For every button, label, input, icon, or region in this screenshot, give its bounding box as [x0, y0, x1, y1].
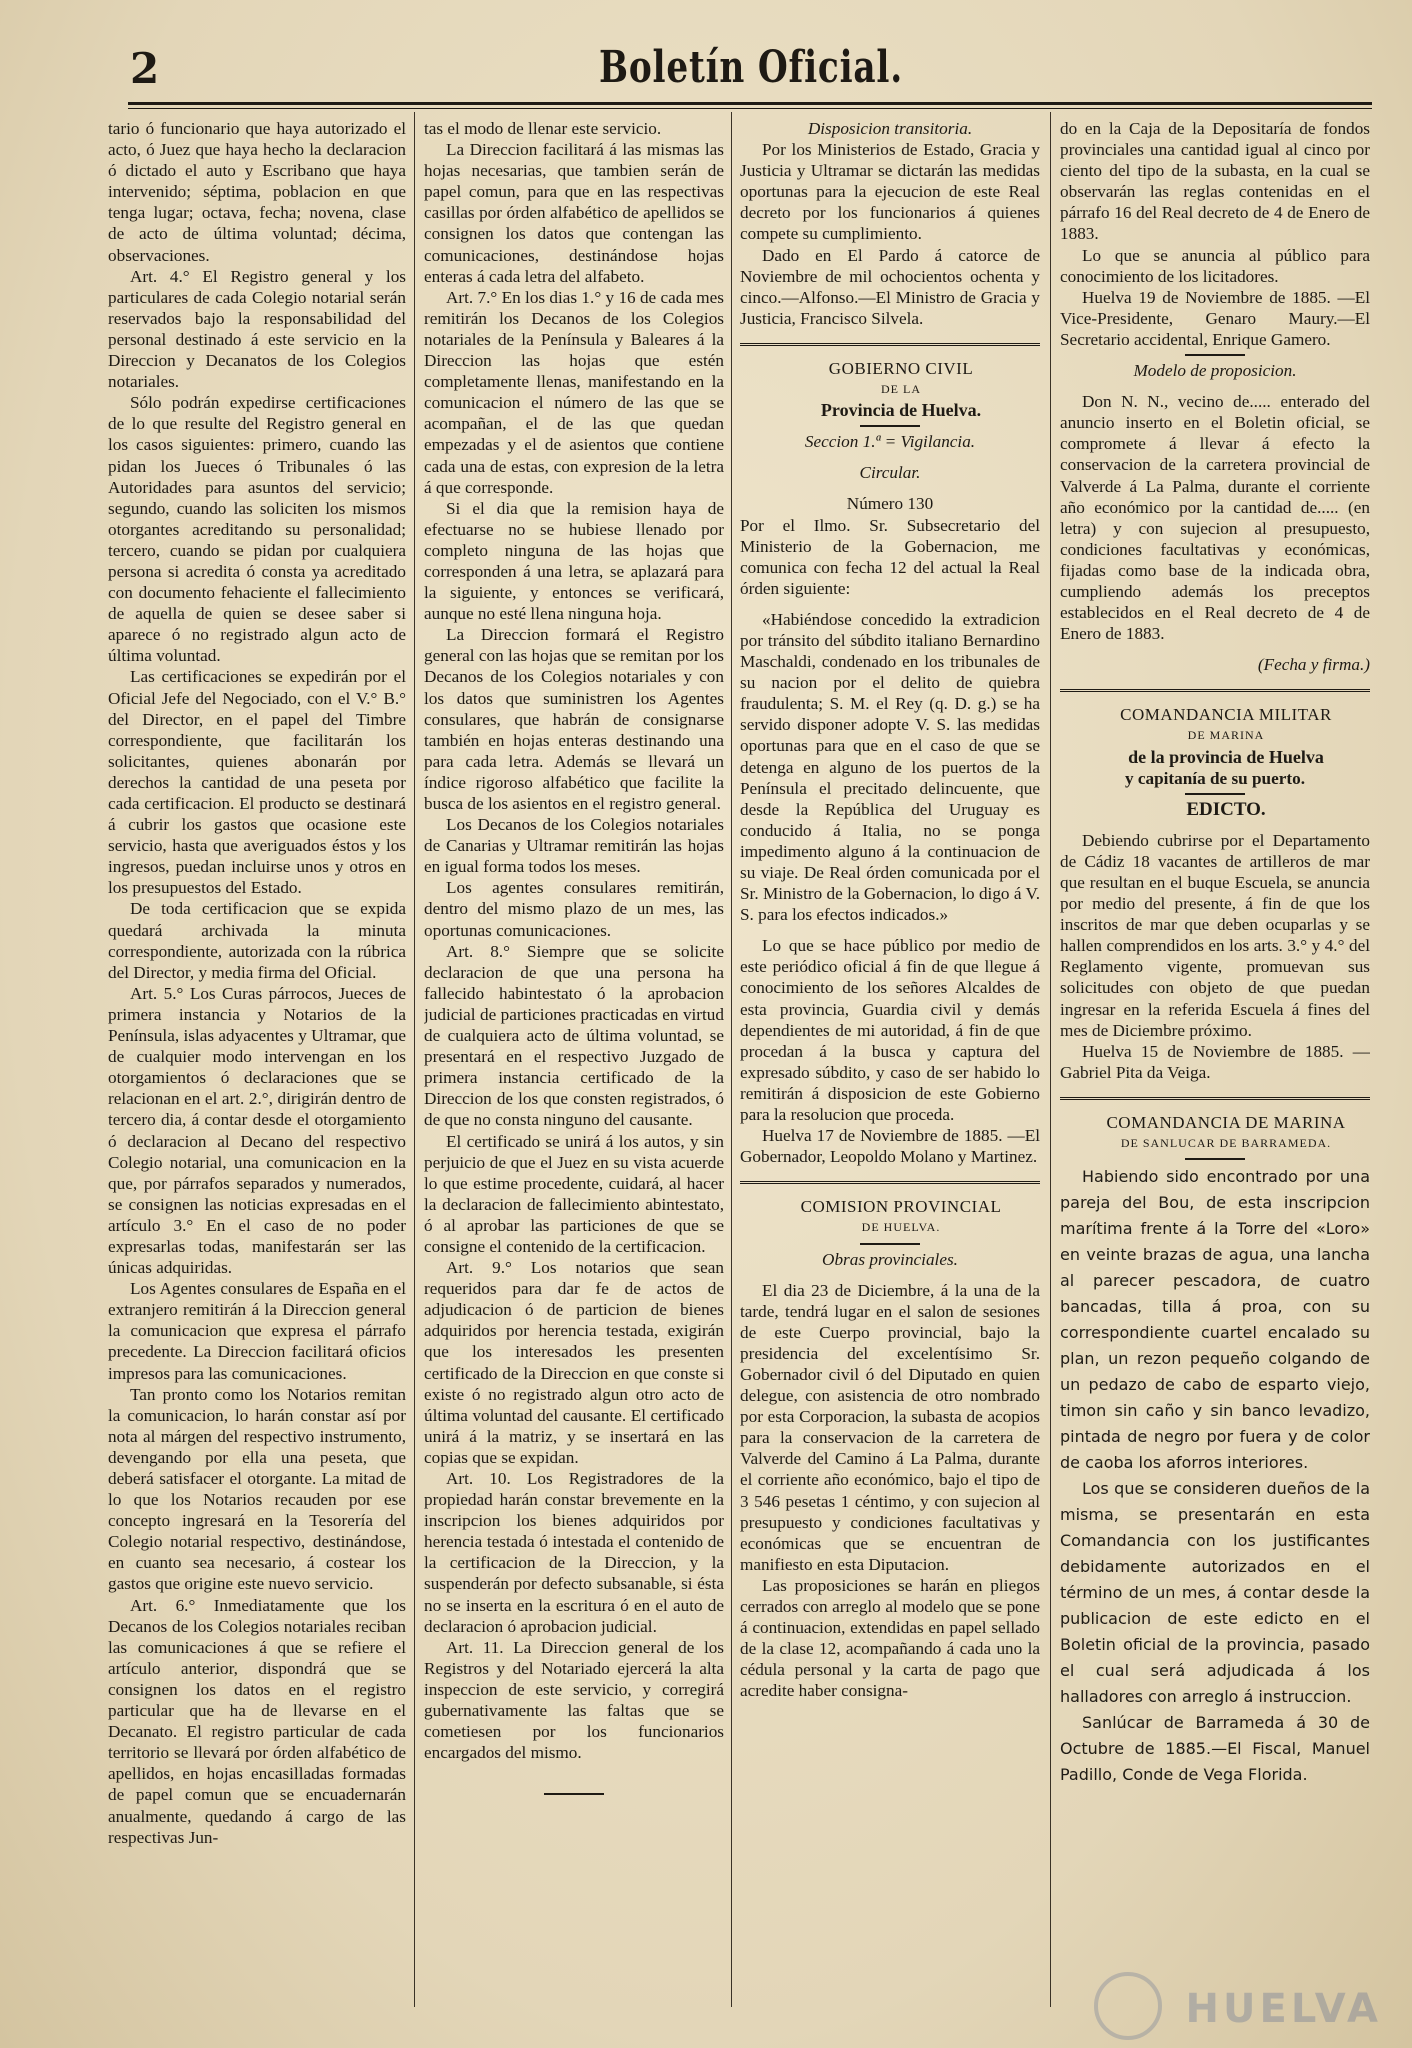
paragraph: La Direccion facilitará á las mismas las hojas necesarias, que tambien serán de papel comun, para que en las respectivas casillas por órden alfabético de apellidos se consignen los datos que contengan las comunicaciones, destinándose hojas enteras á cada letra del alfabeto. — [424, 140, 724, 286]
section-heading-province: de la provincia de Huelva — [1128, 746, 1324, 767]
paragraph: «Habiéndose concedido la extradicion por tránsito del súbdito italiano Bernardino Maschaldi, condenado en los tribunales de su nacion por el delito de quiebra fraudulenta; S. M. el Rey (q. D. g.) se ha servido disponer adopte V. S. las medidas oportunas para que en el caso de que se detenga en alguno de los puertos de la Península el precitado delincuente, que desde la República del Uruguay es conducido á Italia, no se ponga impedimento alguno á la continuacion de su viaje. De Real órden comunicada por el Sr. Ministro de la Gobernacion, lo digo á V. S. para los efectos indicados.» — [740, 609, 1040, 925]
dash — [1185, 793, 1245, 795]
subsection-title: Circular. — [859, 463, 921, 483]
archive-stamp-icon — [1094, 1972, 1162, 2040]
paragraph: Habiendo sido encontrado por una pareja del Bou, de esta inscripcion marítima frente á la Torre del «Loro» en veinte brazas de agua, una lancha al parecer pescadora, de cuatro bancadas, tilla á proa, con su correspondiente cuartel encalado su plan, un rezon pequeño colgando de un pedazo de cabo de esparto viejo, timon sin caño y sin banco levadizo, pintada de negro por fuera y de color de caoba los aforros interiores. — [1060, 1167, 1370, 1473]
paragraph: Don N. N., vecino de..... enterado del anuncio inserto en el Boletin oficial, se compromete á llevar á efecto la conservacion de la carretera provincial de Valverde á La Palma, durante el corriente año económico por la cantidad de..... (en letra) y con sujecion al presupuesto, condiciones facultativas y económicas, fijadas como base de la indicada obra, cumpliendo además los preceptos establecidos en el Real decreto de 4 de Enero de 1883. — [1060, 392, 1370, 644]
paragraph: Art. 4.° El Registro general y los particulares de cada Colegio notarial serán reservados bajo la responsabilidad del personal destinado á este servicio en la Direccion y Decanatos de los Colegios notariales. — [108, 266, 406, 392]
page-number: 2 — [130, 44, 160, 93]
paragraph: Art. 7.° En los dias 1.° y 16 de cada mes remitirán los Decanos de los Colegios notariales de la Península y Baleares á la Direccion las hojas que estén completamente llenas, manifestando en la comunicacion el número de las que se acompañan, el de las que quedan empezadas y el de asientos que contiene cada una de estas, con expresion de la letra á que corresponde. — [424, 287, 724, 497]
section-heading-sub: DE MARINA — [1187, 728, 1265, 743]
end-dash — [544, 1793, 604, 1795]
section-separator — [1060, 689, 1370, 694]
paragraph: do en la Caja de la Depositaría de fondos provinciales una cantidad igual al cinco por ciento del tipo de la subasta, en la cual se observarán las reglas contenidas en el párrafo 16 del Real decreto de 4 de Enero de 1883. — [1060, 119, 1370, 244]
paragraph: Los que se consideren dueños de la misma, se presentarán en esta Comandancia con los justificantes debidamente autorizados en el término de un mes, á contar desde la publicacion de este edicto en el Boletin oficial de la provincia, pasado el cual será adjudicada á los halladores con arreglo á instruccion. — [1060, 1479, 1370, 1707]
paragraph: Por los Ministerios de Estado, Gracia y Justicia y Ultramar se dictarán las medidas oportunas para la ejecucion de este Real decreto por los funcionarios á quienes compete su cumplimiento. — [740, 140, 1040, 244]
paragraph: Por el Ilmo. Sr. Subsecretario del Ministerio de la Gobernacion, me comunica con fecha 12 del actual la Real órden siguiente: — [740, 515, 1040, 598]
page-header — [130, 40, 1372, 102]
paragraph: Lo que se anuncia al público para conocimiento de los licitadores. — [1060, 245, 1370, 286]
paragraph: Debiendo cubrirse por el Departamento de Cádiz 18 vacantes de artilleros de mar que resultan en el buque Escuela, se anuncia por medio del presente, á fin de que los inscritos de mar que deben ocuparlas y se hallen comprendidos en los arts. 3.° y 4.° del Reglamento vigente, promuevan sus solicitudes con objeto de que puedan ingresar en la referida Escuela á fines del mes de Diciembre próximo. — [1060, 830, 1370, 1040]
number-label: Número 130 — [846, 494, 934, 514]
subsection-title: Obras provinciales. — [822, 1249, 958, 1269]
paragraph: Los Decanos de los Colegios notariales de Canarias y Ultramar remitirán las hojas en igual forma todos los meses. — [424, 815, 724, 877]
section-title: Disposicion transitoria. — [807, 119, 973, 138]
paragraph: tario ó funcionario que haya autorizado el acto, ó Juez que haya hecho la declaracion ó dictado el auto y Escribano que haya intervenido; séptima, poblacion en que tenga lugar; octava, fecha; novena, clase de acto de última voluntad; décima, observaciones. — [108, 119, 406, 265]
edict-heading: EDICTO. — [1186, 798, 1266, 820]
section-heading: COMANDANCIA MILITAR — [1120, 705, 1332, 725]
paragraph: Dado en El Pardo á catorce de Noviembre de mil ochocientos ochenta y cinco.—Alfonso.—El Ministro de Gracia y Justicia, Francisco Silvela. — [740, 245, 1040, 328]
archive-watermark: HUELVA — [1185, 1986, 1382, 2032]
paragraph: Lo que se hace público por medio de este periódico oficial á fin de que llegue á conocimiento de los señores Alcaldes de esta provincia, Guardia civil y demás dependientes de mi autoridad, á fin de que procedan á la busca y captura del expresado súbdito, y caso de ser habido lo remitirán á disposicion de este Gobierno para la resolucion que proceda. — [740, 936, 1040, 1125]
paragraph: De toda certificacion que se expida quedará archivada la minuta correspondiente, autorizada con la rúbrica del Director, y media firma del Oficial. — [108, 899, 406, 982]
dash — [860, 1243, 920, 1245]
paragraph: Art. 6.° Inmediatamente que los Decanos de los Colegios notariales reciban las comunicaciones á que se refiere el artículo anterior, dispondrá que se consignen los datos en el registro particular que ha de llevarse en el Decanato. El registro particular de cada territorio se llevará por órden alfabético de apellidos, en hojas encasilladas formadas de papel comun que se encuadernarán anualmente, quedando á cargo de las respectivas Jun- — [108, 1595, 406, 1847]
column-divider — [731, 112, 732, 2007]
paragraph: Las proposiciones se harán en pliegos cerrados con arreglo al modelo que se pone á continuacion, extendidas en papel sellado de la clase 12, acompañando á cada uno la cédula personal y la carta de pago que acredite haber consigna- — [740, 1575, 1040, 1701]
paragraph: Art. 10. Los Registradores de la propiedad harán constar brevemente en la inscripcion los bienes adquiridos por herencia testada ó intestada el contenido de la certificacion de la Direccion, y la suspenderán por defecto subsanable, si ésta no se inserta en la escritura ó en el auto de declaracion ó aprobacion judicial. — [424, 1469, 724, 1636]
section-heading: GOBIERNO CIVIL — [828, 358, 974, 378]
section-heading: COMISION PROVINCIAL — [800, 1197, 1002, 1217]
paragraph: Los agentes consulares remitirán, dentro del mismo plazo de un mes, las oportunas comunicaciones. — [424, 878, 724, 940]
paragraph: Art. 8.° Siempre que se solicite declaracion de que una persona ha fallecido habintestato ó la aprobacion judicial de particiones practicadas en virtud de cualquiera acto de última voluntad, se presentará en el respectivo Juzgado de primera instancia certificado de la Direccion de los que consten registrados, ó de que no consta ninguno del causante. — [424, 941, 724, 1130]
masthead-title: Boletín Oficial. — [599, 42, 903, 93]
paragraph: El dia 23 de Diciembre, á la una de la tarde, tendrá lugar en el salon de sesiones de este Cuerpo provincial, bajo la presidencia del excelentísimo Sr. Gobernador civil ó del Diputado en quien delegue, con asistencia de otro nombrado por esta Corporacion, la subasta de acopios para la conservacion de la carretera de Valverde del Camino á La Palma, durante el corriente año económico, bajo el tipo de 3 546 pesetas 1 céntimo, y con sujecion al presupuesto y condiciones facultativas y económicas que se encuentran de manifiesto en esta Diputacion. — [740, 1280, 1040, 1574]
signature: Sanlúcar de Barrameda á 30 de Octubre de 1885.—El Fiscal, Manuel Padillo, Conde de Vega Florida. — [1060, 1713, 1370, 1785]
column-1 — [108, 118, 406, 1998]
paragraph: Art. 5.° Los Curas párrocos, Jueces de primera instancia y Notarios de la Península, islas adyacentes y Ultramar, que de cualquier modo intervengan en los otorgamientos ó declaraciones que se relacionan en el art. 2.°, dirigirán dentro de tercero dia, á contar desde el otorgamiento ó declaracion al Decano del respectivo Colegio notarial, una comunicacion en la que, por párrafos separados y numerados, se consignen las noticias expresadas en el artículo 3.° En el caso de no poder expresarlas todas, manifestarán ser las únicas adquiridas. — [108, 983, 406, 1278]
signature: (Fecha y firma.) — [1257, 655, 1370, 675]
paragraph: Huelva 19 de Noviembre de 1885. —El Vice-Presidente, Genaro Maury.—El Secretario accidental, Enrique Gamero. — [1060, 287, 1370, 349]
section-separator — [740, 343, 1040, 348]
paragraph: Los Agentes consulares de España en el extranjero remitirán á la Direccion general la comunicacion que expresa el párrafo precedente. La Direccion facilitará oficios impresos para las comunicaciones. — [108, 1279, 406, 1383]
subsection-title: Seccion 1.ª = Vigilancia. — [804, 432, 976, 452]
paragraph: La Direccion formará el Registro general con las hojas que se remitan por los Decanos de los Colegios notariales y con los datos que suministren los Agentes consulares, que habrán de consignarse también en hojas enteras destinando una para cada letra. Además se llevará un índice rigoroso alfabético que facilite la busca de los asientos en el registro general. — [424, 625, 724, 813]
paragraph: Art. 11. La Direccion general de los Registros y del Notariado ejercerá la alta inspeccion de este servicio, y corregirá gubernativamente las faltas que se cometiesen por los funcionarios encargados del mismo. — [424, 1637, 724, 1763]
header-rule — [128, 102, 1372, 109]
paragraph: El certificado se unirá á los autos, y sin perjuicio de que el Juez en su vista acuerde lo que estime procedente, cuidará, al hacer la declaracion de fallecimiento abintestato, ó al aprobar las particiones de que se consigne el contenido de la certificacion. — [424, 1131, 724, 1256]
dash — [1185, 354, 1245, 356]
dash — [1185, 1158, 1245, 1160]
dash — [860, 425, 920, 427]
paragraph: Las certificaciones se expedirán por el Oficial Jefe del Negociado, con el V.° B.° del Director, en el papel del Timbre correspondiente, que facilitarán los solicitantes, quienes abonarán por derechos la cantidad de una peseta por cada certificacion. El producto se destinará á cubrir los gastos que ocasione este servicio, hasta que averiguados éstos y los ingresos, puedan incluirse unos y otros en los presupuestos del Estado. — [108, 667, 406, 898]
column-4 — [1060, 118, 1370, 1998]
paragraph: Si el dia que la remision haya de efectuarse no se hubiese llenado por completo ninguna de las hojas que corresponden á una letra, se aplazará para la siguiente, y entonces se verificará, aunque no esté llena ninguna hoja. — [424, 498, 724, 624]
signature: Huelva 17 de Noviembre de 1885. —El Gobernador, Leopoldo Molano y Martinez. — [740, 1126, 1040, 1167]
column-2 — [424, 118, 724, 1998]
paragraph: tas el modo de llenar este servicio. — [424, 119, 662, 138]
paragraph: Sólo podrán expedirse certificaciones de lo que resulte del Registro general en los casos siguientes: primero, cuando las pidan los Jueces ó Tribunales ó las Autoridades para asuntos del servicio; segundo, cuando las soliciten los mismos otorgantes acreditando su personalidad; tercero, cuando se pidan por cualquiera persona si acredita ó consta ya acreditado con documento fehaciente el fallecimiento de aquella de quien se desee saber si aparece ó no registrado algun acto de última voluntad. — [108, 393, 406, 666]
subsection-title: Modelo de proposicion. — [1133, 361, 1297, 381]
section-heading-sub: DE LA — [881, 382, 921, 397]
section-separator — [740, 1181, 1040, 1186]
section-heading-sub: DE HUELVA. — [861, 1220, 941, 1235]
section-heading-province: Provincia de Huelva. — [820, 400, 982, 421]
paragraph: Art. 9.° Los notarios que sean requeridos para dar fe de actos de adjudicacion ó de particion de bienes adquiridos por herencia testada, exigirán que los interesados les presenten certificado de la Direccion en que conste si existe ó no registrado algun otro acto de última voluntad del causante. El certificado unirá á la matriz, y se insertará en las copias que se expidan. — [424, 1258, 724, 1467]
column-divider — [414, 112, 415, 2007]
section-separator — [1060, 1097, 1370, 1102]
column-3 — [740, 118, 1040, 1998]
paragraph: Tan pronto como los Notarios remitan la comunicacion, lo harán constar así por nota al márgen del respectivo instrumento, devengando por ella una peseta, que deberá satisfacer el otorgante. La mitad de lo que los Notarios recauden por ese concepto ingresará en la Tesorería del Colegio notarial respectivo, destinándose, en cuanto sea necesario, á costear los gastos que origine este nuevo servicio. — [108, 1384, 406, 1594]
signature: Huelva 15 de Noviembre de 1885. —Gabriel Pita da Veiga. — [1060, 1041, 1370, 1082]
section-heading-sub: DE SANLUCAR DE BARRAMEDA. — [1120, 1136, 1332, 1151]
column-divider — [1050, 112, 1051, 2007]
section-heading: COMANDANCIA DE MARINA — [1106, 1112, 1346, 1132]
section-heading-sub2: y capitanía de su puerto. — [1124, 768, 1305, 788]
